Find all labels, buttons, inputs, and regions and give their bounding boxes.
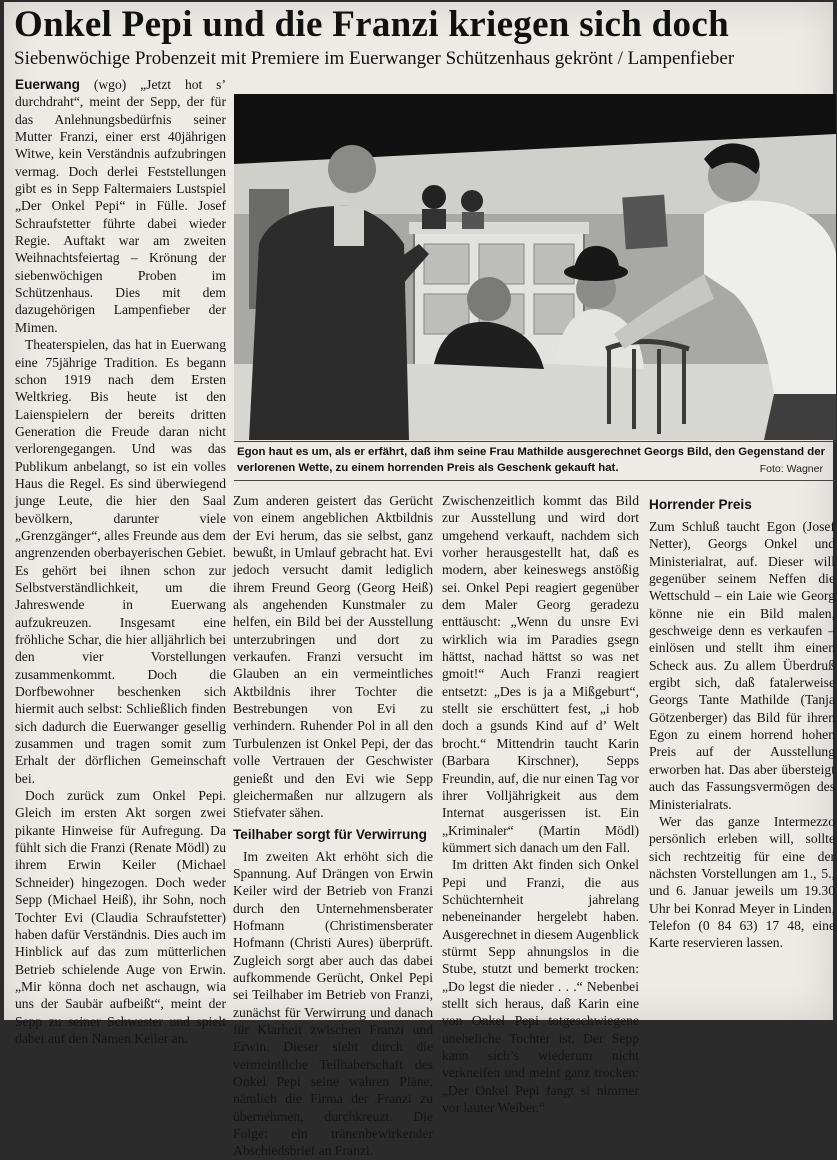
- paragraph-performances: Wer das ganze Intermezzo persönlich erleben will, sollte sich rechtzeitig für eine der nächsten Vorstellungen am 1., 5., und 6. Januar jeweils um 19.30 Uhr bei Konrad Meyer in Linden, Telefon (0 84 63) 17 48, eine Karte reservieren lassen.: [649, 813, 835, 951]
- paragraph-exhibition: Zwischenzeitlich kommt das Bild zur Ausstellung und wird dort umgehend verkauft, nachdem sich vorher herausgestellt hat, daß es modern, aber keineswegs anstößig sei. Onkel Pepi reagiert gegenüber dem Maler Georg geradezu enttäuscht: „Wenn du unsre Evi wirklich wia im Paradies gsegn hättst, nachad hättst so was net gmoit!“ Auch Franzi reagiert entsetzt: „Des is ja a Mißgeburt“, stellt sie erschüttert fest, „i hob doch a gsunds Kind auf d’ Welt brocht.“ Mittendrin taucht Karin (Barbara Kirschner), Sepps Freundin, auf, die nur einen Tag vor ihrer Volljährigkeit aus dem Internat ausgerissen ist. Ein „Kriminaler“ (Martin Mödl) kümmert sich danach um den Fall.: [442, 493, 639, 855]
- photo-caption: Egon haut es um, als er erfährt, daß ihm seine Frau Mathilde ausgerechnet Georgs Bild, den Gegenstand der verlorenen Wette, zu einem horrenden Preis als Geschenk gekauft hat.: [237, 446, 826, 474]
- newspaper-clipping: [4, 2, 835, 1159]
- dateline-place: Euerwang: [15, 77, 80, 92]
- subheadline: Siebenwöchige Probenzeit mit Premiere im Euerwanger Schützenhaus gekrönt / Lampenfieber: [14, 48, 735, 69]
- subhead-horrender-preis: Horrender Preis: [649, 497, 752, 512]
- paragraph-finale: Zum Schluß taucht Egon (Josef Netter), Georgs Onkel und Ministerialrat, auf. Dieser will gegenüber seinem Neffen die Wettschuld – ein Laie wie Georg könne nie ein Bild malen, geschweige denn es verkaufen – einlösen und stellt ihm einen Scheck aus. Zu allem Überdruß ergibt sich, daß fatalerweise Georgs Tante Mathilde (Tanja Götzenberger) das Bild für ihren Egon zu einem horrend hohen Preis auf der Ausstellung erworben hat. Das aber übersteigt auch das Fassungsvermögen des Ministerialrats.: [649, 519, 835, 812]
- paragraph-first-act: Doch zurück zum Onkel Pepi. Gleich im ersten Akt sorgen zwei pikante Hinweise für Aufregung. Da fühlt sich die Franzi (Renate Mödl) zu ihrem Erwin Keiler (Michael Schneider) hingezogen. Doch weder Sepp (Michael Heiß), ihr Sohn, noch Tochter Evi (Claudia Schraufstetter) haben dafür Verständnis. Dies auch im Hinblick auf das zum mütterlichen Betrieb schielende Auge von Erwin. „Mir könna doch net aschaugn, wia uns der Saubär aufbeißt“, meint der Sepp zu seiner Schwester und spielt dabei auf den Namen Keiler an.: [15, 788, 226, 1046]
- paragraph-rumor: Zum anderen geistert das Gerücht von einem angeblichen Aktbildnis der Evi herum, das sie selbst, ganz bewußt, in Umlauf gebracht hat. Evi jedoch versucht damit lediglich ihrem Freund Georg (Georg Heiß) als angehenden Kunstmaler zu helfen, ein Bild bei der Ausstellung unterzubringen und dort zu verkaufen. Franzi versucht im Glauben an ein vermeintliches Aktbildnis ihrer Tochter die Bestrebungen von Evi zu verhindern. Ruhender Pol in all den Turbulenzen ist Onkel Pepi, der das volle Vertrauen der Geschwister genießt und den Evi wie Sepp gleichermaßen nur allzugern als Stiefvater sähen.: [233, 493, 433, 821]
- photo-credit: Foto: Wagner: [759, 463, 823, 475]
- article-column-3: [442, 492, 639, 1116]
- subhead-teilhaber: Teilhaber sorgt für Verwirrung: [233, 826, 427, 842]
- article-column-4: [649, 492, 835, 1020]
- theater-photo: [234, 94, 836, 440]
- caption-rule: [234, 480, 836, 481]
- paragraph-second-act: Im zweiten Akt erhöht sich die Spannung. Auf Drängen von Erwin Keiler wird der Betrieb von Franzi durch den Unternehmensberater Hofmann (Christimensberater Hofmann (Christi Aures) überprüft. Zugleich sorgt aber auch das dabei aufkommende Gerücht, Onkel Pepi sei Teilhaber im Betrieb von Franzi, zunächst für Verwirrung und danach für Klarheit zwischen Franzi und Erwin. Dieser sieht durch die vermeintliche Teilhaberschaft des Onkel Pepi seine wahren Pläne, nämlich die Firma der Franzi zu übernehmen, durchkreuzt. Die Folge: ein tränenbewirkender Abschiedsbrief an Franzi.: [233, 848, 433, 1159]
- paragraph-third-act: Im dritten Akt finden sich Onkel Pepi und Franzi, die aus Schüchternheit jahrelang nebeneinander hergelebt haben. Ausgerechnet in diesem Augenblick stürmt Sepp ahnungslos in die Stube, stutzt und bemerkt trocken: „Do legst die nieder . . .“ Nebenbei stellt sich heraus, daß Karin eine von Onkel Pepi totgeschwiegene uneheliche Tochter ist. Der Sepp kann sich’s wiederum nicht verkneifen und meint ganz trocken: „Der Onkel Pepi fangt si nimmer vor lauter Weiber.“: [442, 857, 639, 1116]
- lead-paragraph: [15, 76, 226, 336]
- paragraph-tradition: Theaterspielen, das hat in Euerwang eine 75jährige Tradition. Es begann schon 1919 nach dem Ersten Weltkrieg. Bis heute ist den Laienspielern der bereits dritten Generation die Freude daran nicht verlorengegangen. Und was das Publikum anbelangt, so ist ein volles Haus die Regel. Es sind überwiegend junge Leute, die hier den Saal bevölkern, darunter viele „Grenzgänger“, alles Freunde aus dem angrenzenden oberbayerischen Gebiet. Es gehört bei ihnen schon zur Selbstverständlichkeit, um die Jahreswende in Euerwang aufzukreuzen. Insgesamt eine fröhliche Schar, die hier alljährlich bei den vier Vorstellungen zusammenkommt. Doch die Dorfbewohner beschenken sich hiermit auch selbst: Schließlich finden sich dadurch die Euerwanger gesellig zusammen und tragen somit zum Erhalt der dörflichen Gemeinschaft bei.: [15, 337, 226, 786]
- lead-text: (wgo) „Jetzt hot s’ durchdraht“, meint der Sepp, der für das Anlehnungsbedürfnis seiner Mutter Franzi, einer erst 40jährigen Witwe, kein Verständnis aufzubringen vermag. Doch derlei Feststellungen gibt es in Sepp Faltermaiers Lustspiel „Der Onkel Pepi“ in Fülle. Josef Schraufstetter führte dabei wieder Regie. Auftakt war am zweiten Weihnachtsfeiertag – Krönung der siebenwöchigen Proben im Schützenhaus. Dies mit dem dazugehörigen Lampenfieber der Mimen.: [15, 77, 226, 335]
- article-column-1: [15, 76, 226, 1046]
- article-column-2: [233, 492, 433, 1159]
- theater-scene-illustration: [234, 94, 836, 440]
- headline: Onkel Pepi und die Franzi kriegen sich doch: [14, 4, 729, 45]
- photo-rule: [234, 441, 836, 442]
